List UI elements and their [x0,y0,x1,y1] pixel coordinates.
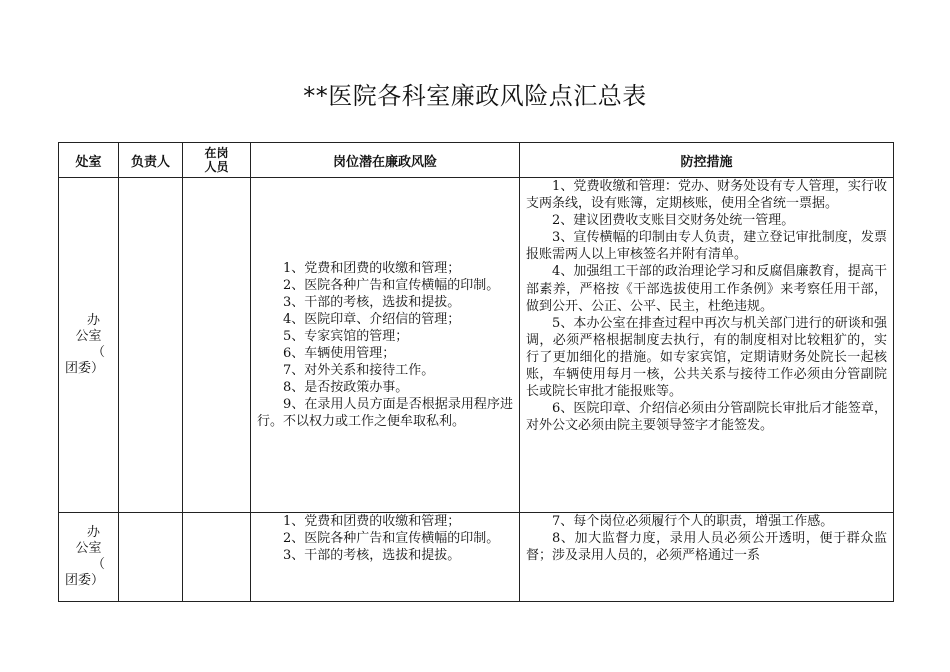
risk-item: 9、在录用人员方面是否根据录用程序进行。不以权力或工作之便牟取私利。 [257,397,513,429]
risk-item: 2、医院各种广告和宣传横幅的印制。 [283,531,500,546]
dept-text-part: 公室 [75,541,102,556]
header-risks: 岗位潜在廉政风险 [251,143,520,178]
risk-item: 2、医院各种广告和宣传横幅的印制。 [283,278,500,293]
risk-item: 5、专家宾馆的管理； [283,329,409,344]
table-row [59,178,894,513]
staff-cell [183,178,251,513]
risk-item: 1、党费和团费的收缴和管理； [283,514,461,529]
dept-text-part: 办 [86,313,100,328]
staff-cell [183,513,251,602]
dept-cell [59,178,119,513]
header-dept: 处室 [59,143,119,178]
dept-text-part: 公室 [75,329,102,344]
measure-item: 2、建议团费收支账目交财务处统一管理。 [552,213,795,229]
risk-table [58,142,894,602]
dept-cell [59,513,119,602]
risk-item: 7、对外关系和接待工作。 [283,363,435,378]
measure-item: 8、加大监督力度，录用人员必须公开透明，便于群众监督；涉及录用人员的，必须严格通过一系 [526,531,887,564]
dept-text-part: 办 [86,525,100,540]
header-owner: 负责人 [119,143,183,178]
header-staff-line2: 人员 [204,160,229,174]
dept-text-part: 团委） [65,361,105,376]
document-title: **医院各科室廉政风险点汇总表 [303,82,647,110]
risks-cell [251,178,520,513]
risk-item: 3、干部的考核，选拔和提拔。 [283,548,461,563]
measures-cell [520,178,894,513]
measure-item: 3、宣传横幅的印制由专人负责，建立登记审批制度，发票报账需两人以上审核签名并附有清单。 [526,230,887,263]
header-staff-line1: 在岗 [204,146,229,160]
dept-text-part: 团委） [65,573,105,588]
table-row [59,513,894,602]
risks-cell [251,513,520,602]
measure-item: 4、加强组工干部的政治理论学习和反腐倡廉教育，提高干部素养，严格按《干部选拔使用工作条例》来考察任用干部，做到公开、公正、公平、民主，杜绝违规。 [526,264,887,314]
dept-text-part: （ [91,345,105,360]
measure-item: 1、党费收缴和管理：党办、财务处设有专人管理，实行收支两条线，设有账簿，定期核账，使用全省统一票据。 [526,179,887,212]
header-staff [183,143,251,178]
measures-cell [520,513,894,602]
owner-cell [119,513,183,602]
risk-item: 4、医院印章、介绍信的管理； [283,312,461,327]
header-measures: 防控措施 [520,143,894,178]
dept-text-part: （ [91,557,105,572]
risk-item: 3、干部的考核，选拔和提拔。 [283,295,461,310]
table-header-row [59,143,894,178]
risk-item: 8、是否按政策办事。 [283,380,409,395]
owner-cell [119,178,183,513]
measure-item: 6、医院印章、介绍信必须由分管副院长审批后才能签章，对外公文必须由院主要领导签字才能签发。 [526,401,887,434]
risk-item: 1、党费和团费的收缴和管理； [283,261,461,276]
measure-item: 5、本办公室在排查过程中再次与机关部门进行的研谈和强调，必须严格根据制度去执行，有的制度相对比较粗犷的，实行了更加细化的措施。如专家宾馆，定期请财务处院长一起核账，车辆使用每月一核，公共关系与接待工作必须由分管副院长或院长审批才能报账等。 [526,315,887,400]
measure-item: 7、每个岗位必须履行个人的职责，增强工作感。 [552,514,834,529]
risk-item: 6、车辆使用管理； [283,346,396,361]
